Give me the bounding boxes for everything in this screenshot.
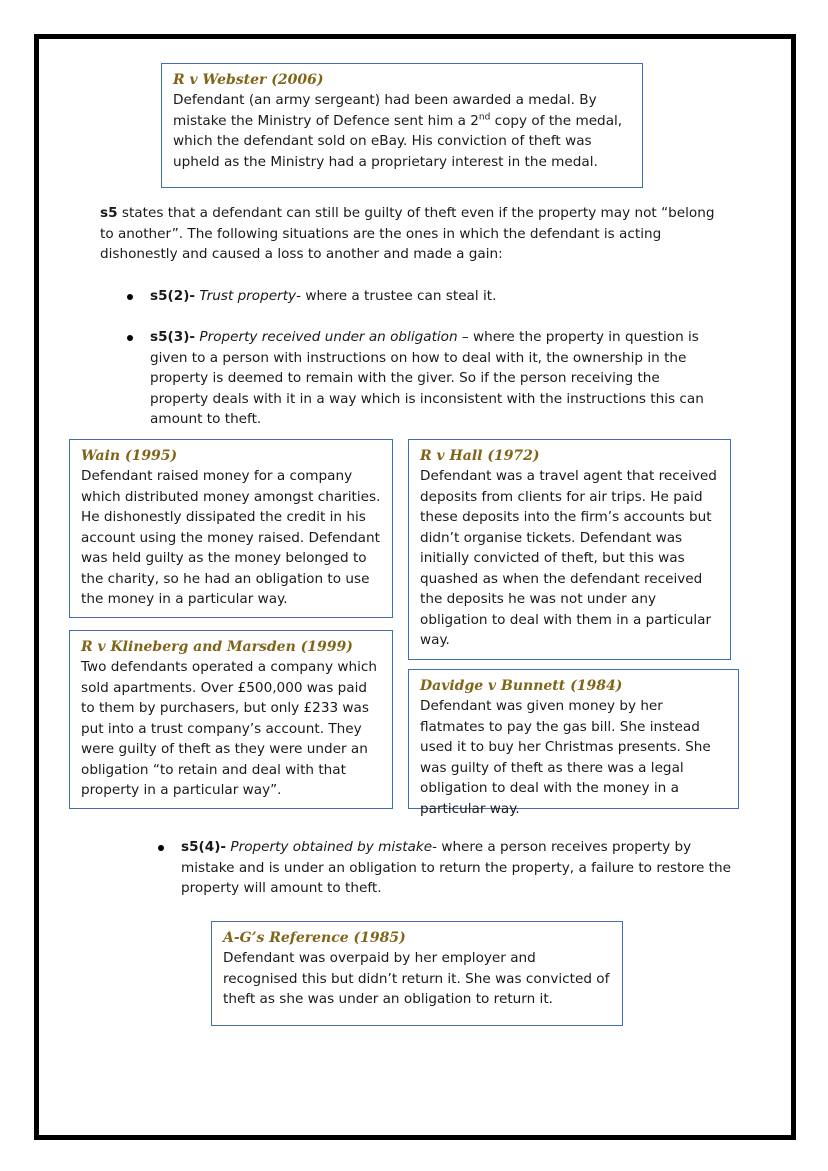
bullet-label: s5(3)-	[150, 329, 196, 345]
case-title: Davidge v Bunnett (1984)	[420, 678, 623, 694]
bullet-s5-2: s5(2)- Trust property- where a trustee can steal it.	[150, 288, 497, 304]
case-title: R v Webster (2006)	[173, 72, 324, 88]
bullet-dot	[127, 335, 133, 341]
case-box-klineberg	[69, 630, 393, 809]
case-box-webster	[161, 63, 643, 188]
case-box-hall	[408, 439, 731, 660]
bullet-dot	[127, 294, 133, 300]
intro-paragraph: s5 states that a defendant can still be guilty of theft even if the property may not “belong to another”. The following situations are the ones in which the defendant is acting dishonestly and caused a loss to another and made a gain:	[100, 205, 715, 262]
case-box-davidge	[408, 669, 739, 817]
case-body: Defendant raised money for a company which distributed money amongst charities. He dishonestly dissipated the credit in his account using the money raised. Defendant was held guilty as the money belonged to the charity, so he had an obligation to use the money in a particular way.	[81, 468, 381, 607]
case-body: Defendant was overpaid by her employer and recognised this but didn’t return it. She was convicted of theft as she was under an obligation to return it.	[223, 950, 610, 1007]
case-title: R v Klineberg and Marsden (1999)	[81, 639, 353, 655]
bullet-heading: Property received under an obligation	[199, 329, 458, 345]
bullet-s5-4: s5(4)- Property obtained by mistake- where a person receives property by mistake and is under an obligation to return the property, a failure to restore the property will amount to theft.	[181, 839, 731, 896]
bullet-s5-3: s5(3)- Property received under an obligation – where the property in question is given to a person with instructions on how to deal with it, the ownership in the property is deemed to remain with the giver. So if the person receiving the property deals with it in a way which is inconsistent with the instructions this can amount to theft.	[150, 329, 704, 427]
section-ref: s5	[100, 205, 118, 221]
bullet-label: s5(2)-	[150, 288, 196, 304]
case-title: A-G’s Reference (1985)	[223, 930, 406, 946]
bullet-heading: Trust property	[199, 288, 297, 304]
case-body: Defendant (an army sergeant) had been awarded a medal. By mistake the Ministry of Defence sent him a 2nd copy of the medal, which the defendant sold on eBay. His conviction of theft was upheld as the Ministry had a proprietary interest in the medal.	[173, 92, 623, 170]
bullet-label: s5(4)-	[181, 839, 227, 855]
case-body: Two defendants operated a company which sold apartments. Over £500,000 was paid to them by purchasers, but only £233 was put into a trust company’s account. They were guilty of theft as they were under an obligation “to retain and deal with that property in a particular way”.	[81, 659, 377, 798]
case-title: Wain (1995)	[81, 448, 178, 464]
bullet-heading: Property obtained by mistake	[230, 839, 433, 855]
case-body: Defendant was a travel agent that received deposits from clients for air trips. He paid these deposits into the firm’s accounts but didn’t organise tickets. Defendant was initially convicted of theft, but this was quashed as when the defendant received the deposits he was not under any obligation to deal with them in a particular way.	[420, 468, 717, 648]
case-box-wain	[69, 439, 393, 618]
case-body: Defendant was given money by her flatmates to pay the gas bill. She instead used it to buy her Christmas presents. She was guilty of theft as there was a legal obligation to deal with the money in a particular way.	[420, 698, 711, 817]
case-box-ag-reference	[211, 921, 623, 1026]
case-title: R v Hall (1972)	[420, 448, 540, 464]
bullet-dot	[158, 845, 164, 851]
